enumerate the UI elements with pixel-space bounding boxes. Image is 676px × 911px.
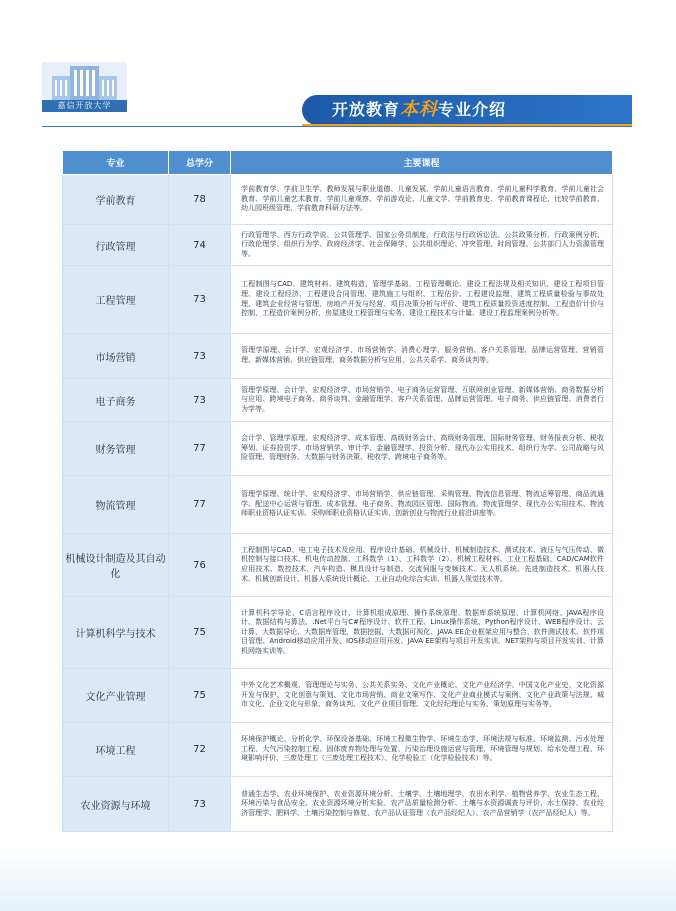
table-row (63, 723, 613, 777)
main-courses: 工程制图与CAD、建筑材料、建筑构造、管理学基础、工程管理概论、建设工程法规及相关知识、建设工程项目管理、建设工程经济、工程建设合同管理、建筑施工与组织、工程估价、工程建设监理、建筑工程质量检验与事故处理、建筑企业经营与管理、房地产开发与经营、项目决策分析与评价、建筑工程质量投资进度控制、工程造价计价与控制、工程造价案例分析、房屋建设工程管理与实务、建设工程技术与计量、建设工程监理案例分析等。 (231, 266, 613, 334)
major-name: 电子商务 (63, 379, 169, 422)
total-credits: 73 (169, 777, 231, 832)
total-credits: 73 (169, 379, 231, 422)
main-courses: 计算机科学导论、C语言程序设计、计算机组成原理、操作系统原理、数据库系统原理、计算机网络、JAVA程序设计、数据结构与算法、.Net平台与C#程序设计、软件工程、Linux操作系统、Python程序设计、WEB程序设计、云计算、大数据导论、大数据库管理、数据挖掘、大数据可视化、JAVA EE企业框架应用与整合、软件测试技术、软件项目管理、Android移动应用开发、IOS移动应用开发、JAVA EE架构与项目开发实训、NET架构与项目开发实训、计算机网络实训等。 (231, 597, 613, 669)
total-credits: 76 (169, 534, 231, 597)
table-row (63, 379, 613, 422)
banner-underline (302, 124, 632, 126)
total-credits: 72 (169, 723, 231, 777)
major-name: 计算机科学与技术 (63, 597, 169, 669)
title-prefix: 开放教育 (332, 100, 401, 119)
building-icon (42, 62, 127, 102)
title-accent: 本科 (400, 99, 439, 120)
main-courses: 会计学、管理学原理、宏观经济学、成本管理、高级财务会计、高级财务管理、国际财务管理、财务报表分析、税收筹划、证券投资学、市场营销学、审计学、金融管理学、投资分析、现代办公实用技术、组织行为学、公司战略与风险管理、管理财务、大数据与财务决策、税收学、跨境电子商务等。 (231, 422, 613, 476)
table-header-row (63, 151, 613, 175)
total-credits: 74 (169, 225, 231, 266)
table-row (63, 225, 613, 266)
main-courses: 管理学原理、统计学、宏观经济学、市场营销学、供应链管理、采购管理、物流信息管理、物流运筹管理、商品流通学、配送中心运营与管理、成本管理、电子商务、物流园区管理、国际物流、物流管理学、现代办公实用技术、物流师职业资格认证实训、采购师职业资格认证实训、创新创业与物流行业前沿讲座等。 (231, 476, 613, 534)
column-header-credits: 总学分 (169, 151, 231, 175)
main-courses: 学前教育学、学前卫生学、教师发展与职业道德、儿童发展、学前儿童语言教育、学前儿童科学教育、学前儿童社会教育、学前儿童艺术教育、学前儿童观察、学前游戏论、儿童文学、学前教育史、学前教育课程论、比较学前教育、幼儿园班级管理、学前教育科研方法等。 (231, 175, 613, 225)
table-row (63, 597, 613, 669)
table-row (63, 476, 613, 534)
major-name: 环境工程 (63, 723, 169, 777)
logo-caption: 嘉信开放大学 (42, 100, 127, 112)
main-courses: 工程制图与CAD、电工电子技术及应用、程序设计基础、机械设计、机械制造技术、测试技术、液压与气压传动、微机控制与接口技术、机电传动控制、工科数学（1）、工科数学（2）、机械工程材料、工业工程基础、CAD/CAM软件应用技术、数控技术、汽车构造、模具设计与制造、交流伺服与变频技术、无人机系统、先进制造技术、机器人技术、机械创新设计、机器人系统设计概论、工业自动化综合实训、机器人视觉技术等。 (231, 534, 613, 597)
major-name: 机械设计制造及其自动化 (63, 534, 169, 597)
main-courses: 管理学原理、会计学、宏观经济学、市场营销学、电子商务运营管理、互联网创业管理、新媒体营销、商务数据分析与应用、跨境电子商务、商务谈判、金融管理学、客户关系管理、品牌运营管理、电子商务、供应链管理、消费者行为学等。 (231, 379, 613, 422)
main-courses: 普通生态学、农业环境保护、农业资源环境分析、土壤学、土壤地理学、农田水利学、植物营养学、农业生态工程、环境污染与食品安全、农业资源环境分析实验、农产品质量检测分析、土壤与水资源调查与评价、水土保持、农业经济管理学、肥料学、土壤污染控制与修复、农产品认证管理（农产品经纪人）、农产品营销学（农产品经纪人）等。 (231, 777, 613, 832)
major-name: 学前教育 (63, 175, 169, 225)
major-name: 农业资源与环境 (63, 777, 169, 832)
header-divider (42, 126, 632, 127)
main-courses: 中外文化艺术概观、管理理论与实务、公共关系实务、文化产业概论、文化产业经济学、中国文化产业史、文化资源开发与保护、文化创意与策划、文化市场营销、商业文案写作、文化产业商业模式与案例、文化产业政策与法规、城市文化、企业文化与形象、商务谈判、文化产业项目管理、文化经纪理论与实务、策划原理与实务等。 (231, 669, 613, 723)
total-credits: 73 (169, 266, 231, 334)
column-header-major: 专业 (63, 151, 169, 175)
main-courses: 环境保护概论、分析化学、环保设备基础、环境工程微生物学、环境生态学、环境法规与标准、环境监测、污水处理工程、大气污染控制工程、固体废弃物处理与处置、污染治理设施运营与管理、环境管理与规划、给水处理工程、环境影响评价、三废处理工（三废处理工程技术）、化学检验工（化学检验技术）等。 (231, 723, 613, 777)
total-credits: 75 (169, 669, 231, 723)
major-name: 市场营销 (63, 334, 169, 379)
table-row (63, 175, 613, 225)
major-name: 行政管理 (63, 225, 169, 266)
page-title-banner (302, 95, 632, 125)
major-name: 财务管理 (63, 422, 169, 476)
total-credits: 75 (169, 597, 231, 669)
table-row (63, 777, 613, 832)
major-name: 文化产业管理 (63, 669, 169, 723)
column-header-courses: 主要课程 (231, 151, 613, 175)
title-suffix: 专业介绍 (438, 100, 507, 119)
table-row (63, 669, 613, 723)
table-row (63, 334, 613, 379)
major-name: 物流管理 (63, 476, 169, 534)
major-name: 工程管理 (63, 266, 169, 334)
program-table (62, 150, 613, 832)
table-row (63, 266, 613, 334)
bottom-decoration (0, 845, 676, 911)
total-credits: 78 (169, 175, 231, 225)
total-credits: 77 (169, 422, 231, 476)
main-courses: 管理学原理、会计学、宏观经济学、市场营销学、消费心理学、服务营销、客户关系管理、品牌运营管理、营销管理、新媒体营销、供应链管理、商务数据分析与应用、公共关系学、商务谈判等。 (231, 334, 613, 379)
total-credits: 73 (169, 334, 231, 379)
main-courses: 行政管理学、西方行政学说、公共管理学、国家公务员制度、行政法与行政诉讼法、公共政策分析、行政案例分析、行政伦理学、组织行为学、政府经济学、社会保障学、公共组织理论、冲突管理、时间管理、公共部门人力资源管理等。 (231, 225, 613, 266)
table-row (63, 422, 613, 476)
total-credits: 77 (169, 476, 231, 534)
table-row (63, 534, 613, 597)
